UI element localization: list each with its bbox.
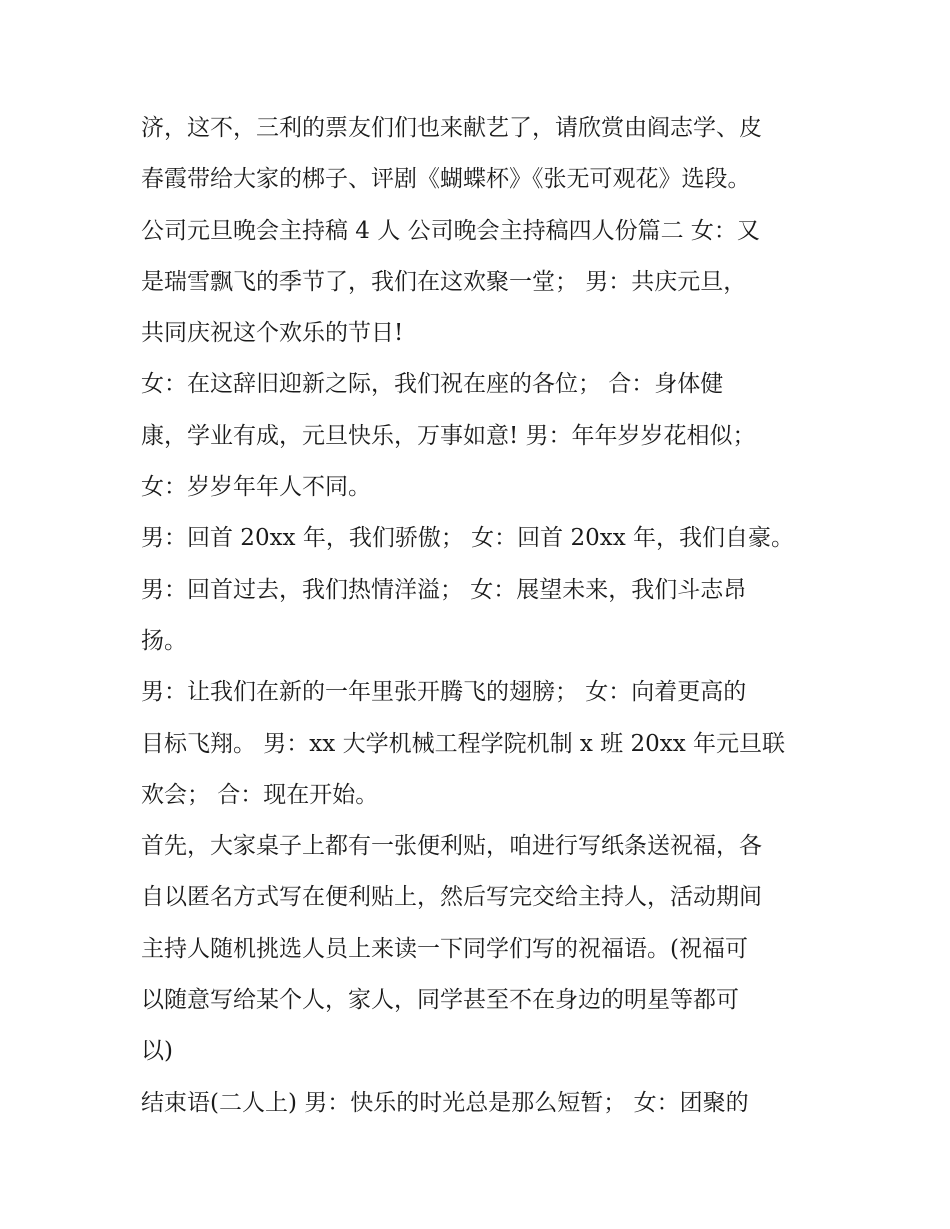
text-line: 共同庆祝这个欢乐的节日! bbox=[141, 320, 404, 347]
text-line: 扬。 bbox=[141, 627, 187, 654]
body-text bbox=[141, 103, 821, 1129]
text-line: 是瑞雪飘飞的季节了，我们在这欢聚一堂； 男：共庆元旦， bbox=[141, 268, 747, 295]
text-line: 男：让我们在新的一年里张开腾飞的翅膀； 女：向着更高的 bbox=[141, 679, 747, 706]
text-line: 主持人随机挑选人员上来读一下同学们写的祝福语。(祝福可 bbox=[141, 935, 748, 962]
text-line: 以随意写给某个人，家人，同学甚至不在身边的明星等都可 bbox=[141, 987, 739, 1014]
text-line: 女：岁岁年年人不同。 bbox=[141, 474, 371, 501]
text-line: 自以匿名方式写在便利贴上，然后写完交给主持人，活动期间 bbox=[141, 884, 762, 911]
text-line: 春霞带给大家的梆子、评剧《蝴蝶杯》《张无可观花》选段。 bbox=[141, 166, 751, 193]
text-line: 公司元旦晚会主持稿 4 人 公司晚会主持稿四人份篇二 女：又 bbox=[141, 217, 760, 244]
text-line: 康，学业有成，元旦快乐，万事如意! 男：年年岁岁花相似； bbox=[141, 422, 756, 449]
text-line: 目标飞翔。 男：xx 大学机械工程学院机制 x 班 20xx 年元旦联 bbox=[141, 730, 785, 757]
text-line: 欢会； 合：现在开始。 bbox=[141, 781, 379, 808]
text-line: 结束语(二人上) 男：快乐的时光总是那么短暂； 女：团聚的 bbox=[141, 1089, 749, 1116]
text-line: 男：回首过去，我们热情洋溢； 女：展望未来，我们斗志昂 bbox=[141, 576, 747, 603]
text-line: 女：在这辞旧迎新之际，我们祝在座的各位； 合：身体健 bbox=[141, 371, 724, 398]
text-line: 首先，大家桌子上都有一张便利贴，咱进行写纸条送祝福，各 bbox=[141, 833, 762, 860]
text-line: 济，这不，三利的票友们们也来献艺了，请欣赏由阎志学、皮 bbox=[141, 115, 762, 141]
text-line: 以) bbox=[141, 1038, 173, 1065]
text-line: 男：回首 20xx 年，我们骄傲； 女：回首 20xx 年，我们自豪。 bbox=[141, 525, 794, 552]
